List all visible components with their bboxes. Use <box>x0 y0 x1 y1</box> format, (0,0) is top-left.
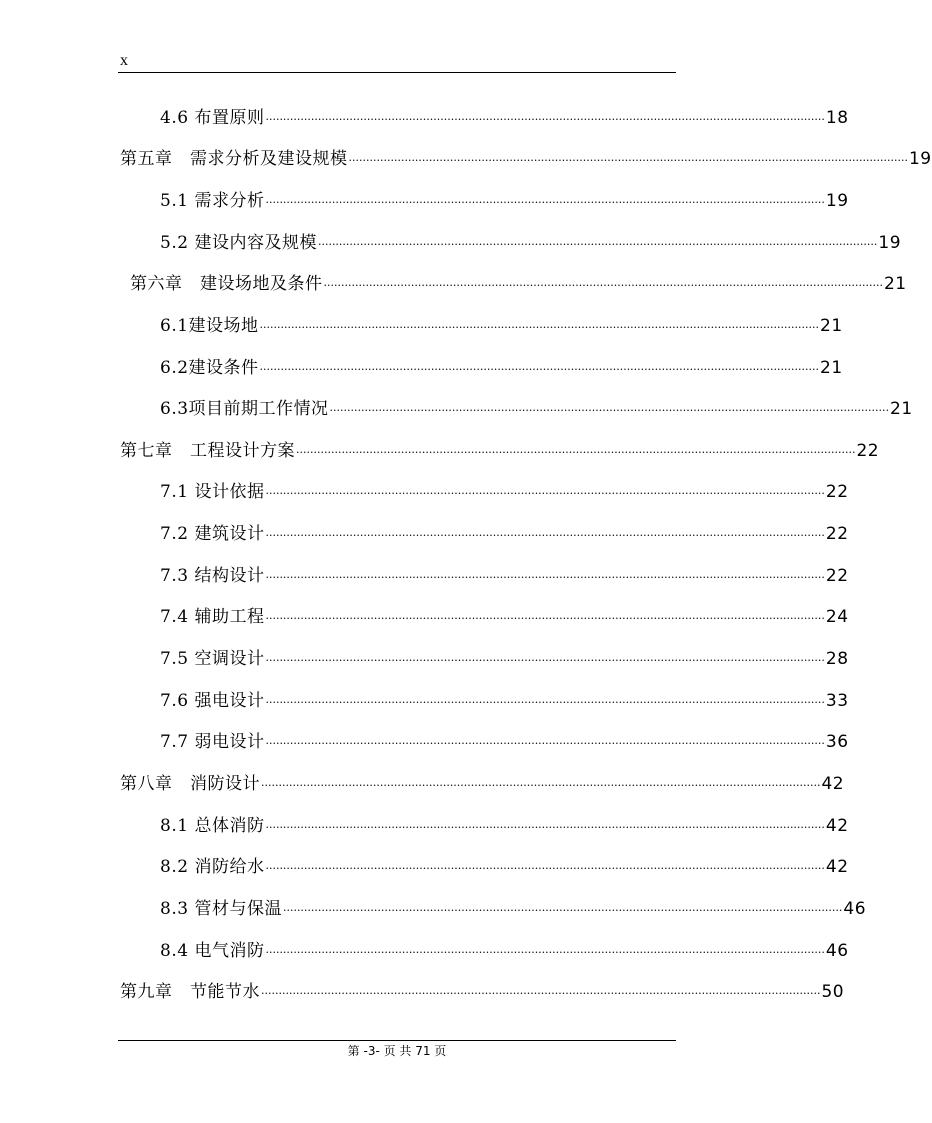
toc-entry <box>160 606 849 630</box>
toc-entry <box>160 481 849 505</box>
toc-entry-page-number: 21 <box>883 274 907 294</box>
toc-entry-number: 第五章 <box>120 149 173 169</box>
toc-dot-leader: ································································································································································ <box>265 571 825 584</box>
toc-dot-leader: ································································································································································ <box>265 946 825 959</box>
toc-dot-leader: ································································································································································ <box>348 154 908 167</box>
toc-entry-page-number: 18 <box>825 108 849 128</box>
toc-entry-title: 空调设计 <box>194 649 265 669</box>
toc-entry-number: 第七章 <box>120 441 173 461</box>
toc-dot-leader: ································································································································································ <box>259 363 819 376</box>
toc-entry-title: 需求分析及建设规模 <box>190 149 348 169</box>
toc-entry-title: 布置原则 <box>194 108 265 128</box>
toc-entry-title: 工程设计方案 <box>190 441 295 461</box>
toc-entry <box>130 273 907 297</box>
toc-entry-page-number: 22 <box>825 566 849 586</box>
toc-dot-leader: ································································································································································ <box>282 904 843 917</box>
toc-dot-leader: ································································································································································ <box>323 279 883 292</box>
toc-entry-number: 第九章 <box>120 982 173 1002</box>
toc-entry-page-number: 22 <box>856 441 880 461</box>
toc-entry-separator <box>183 273 201 295</box>
toc-dot-leader: ································································································································································ <box>265 821 825 834</box>
toc-entry <box>160 190 849 214</box>
toc-entry-page-number: 33 <box>825 691 849 711</box>
toc-entry-title: 需求分析 <box>194 191 265 211</box>
toc-dot-leader: ································································································································································ <box>265 862 825 875</box>
toc-entry-title: 弱电设计 <box>194 732 265 752</box>
toc-entry <box>160 232 902 256</box>
toc-dot-leader: ································································································································································ <box>317 238 878 251</box>
toc-entry-number: 7.2 <box>160 524 189 544</box>
toc-entry-title: 建设条件 <box>188 358 259 378</box>
toc-entry-separator <box>173 148 191 170</box>
toc-entry <box>160 648 849 672</box>
toc-entry-title: 消防给水 <box>194 857 265 877</box>
toc-entry <box>160 940 849 964</box>
toc-entry <box>160 315 843 339</box>
toc-entry-title: 设计依据 <box>194 482 265 502</box>
toc-entry-page-number: 21 <box>820 316 843 336</box>
toc-entry-page-number: 42 <box>825 857 849 877</box>
toc-entry <box>160 357 843 381</box>
toc-entry <box>120 440 880 464</box>
toc-dot-leader: ································································································································································ <box>265 196 825 209</box>
toc-entry-page-number: 36 <box>825 732 849 752</box>
toc-entry-number: 5.1 <box>160 191 189 211</box>
toc-entry-page-number: 22 <box>825 524 849 544</box>
toc-entry-title: 建设内容及规模 <box>194 233 317 253</box>
toc-entry <box>160 815 849 839</box>
toc-entry-number: 7.7 <box>160 732 189 752</box>
toc-entry-number: 6.2 <box>160 358 189 378</box>
toc-entry-number: 5.2 <box>160 233 189 253</box>
footer-rule <box>118 1040 676 1041</box>
toc-entry-title: 消防设计 <box>190 774 260 794</box>
toc-entry-title: 项目前期工作情况 <box>188 399 329 419</box>
toc-dot-leader: ································································································································································ <box>296 446 856 459</box>
toc-entry-number: 4.6 <box>160 108 189 128</box>
toc-entry-number: 第六章 <box>130 274 183 294</box>
toc-entry-title: 建筑设计 <box>194 524 265 544</box>
toc-entry-number: 8.2 <box>160 857 189 877</box>
toc-entry-page-number: 22 <box>825 482 849 502</box>
toc-entry <box>160 523 849 547</box>
header-text: x <box>120 52 128 69</box>
toc-dot-leader: ································································································································································ <box>259 321 819 334</box>
toc-entry-page-number: 28 <box>825 649 849 669</box>
toc-dot-leader: ································································································································································ <box>265 113 825 126</box>
toc-entry-title: 结构设计 <box>194 566 265 586</box>
toc-dot-leader: ································································································································································ <box>265 529 825 542</box>
toc-entry-number: 7.5 <box>160 649 189 669</box>
toc-dot-leader: ································································································································································ <box>265 654 825 667</box>
toc-entry <box>160 731 849 755</box>
toc-entry-number: 8.4 <box>160 941 189 961</box>
toc-entry-page-number: 46 <box>843 899 867 919</box>
toc-entry-number: 7.4 <box>160 607 189 627</box>
toc-entry-page-number: 19 <box>908 149 932 169</box>
toc-dot-leader: ································································································································································ <box>265 737 825 750</box>
toc-entry-page-number: 50 <box>821 982 845 1002</box>
toc-entry-title: 节能节水 <box>190 982 260 1002</box>
toc-entry-title: 辅助工程 <box>194 607 265 627</box>
toc-entry-title: 建设场地及条件 <box>200 274 323 294</box>
toc-entry <box>120 773 845 797</box>
toc-dot-leader: ································································································································································ <box>261 779 821 792</box>
toc-entry-title: 电气消防 <box>194 941 265 961</box>
toc-entry-number: 8.1 <box>160 816 189 836</box>
header-rule <box>118 72 676 73</box>
toc-entry-title: 建设场地 <box>188 316 259 336</box>
toc-entry <box>120 981 845 1005</box>
toc-entry-separator <box>173 440 191 462</box>
toc-dot-leader: ································································································································································ <box>329 404 889 417</box>
toc-entry-number: 8.3 <box>160 899 189 919</box>
toc-dot-leader: ································································································································································ <box>261 987 821 1000</box>
toc-entry-number: 7.1 <box>160 482 189 502</box>
toc-entry-page-number: 21 <box>890 399 913 419</box>
toc-entry-page-number: 24 <box>825 607 849 627</box>
toc-entry-page-number: 42 <box>821 774 845 794</box>
toc-entry-number: 7.3 <box>160 566 189 586</box>
toc-entry <box>160 856 849 880</box>
toc-entry-separator <box>173 981 191 1003</box>
toc-entry <box>160 565 849 589</box>
toc-entry-number: 第八章 <box>120 774 173 794</box>
toc-entry-title: 总体消防 <box>194 816 265 836</box>
toc-entry-page-number: 42 <box>825 816 849 836</box>
toc-entry-page-number: 19 <box>878 233 902 253</box>
toc-entry-number: 6.3 <box>160 399 189 419</box>
toc-entry <box>120 148 932 172</box>
toc-entry <box>160 898 867 922</box>
page-number-footer: 第 -3- 页 共 71 页 <box>347 1044 447 1058</box>
toc-entry <box>160 690 849 714</box>
toc-entry-page-number: 46 <box>825 941 849 961</box>
toc-entry-number: 6.1 <box>160 316 189 336</box>
toc-entry-page-number: 21 <box>820 358 843 378</box>
toc-dot-leader: ································································································································································ <box>265 612 825 625</box>
toc-entry-title: 强电设计 <box>194 691 265 711</box>
toc-entry-page-number: 19 <box>825 191 849 211</box>
toc-dot-leader: ································································································································································ <box>265 487 825 500</box>
toc-dot-leader: ································································································································································ <box>265 696 825 709</box>
toc-entry-title: 管材与保温 <box>194 899 282 919</box>
toc-entry-separator <box>173 773 191 795</box>
toc-entry-number: 7.6 <box>160 691 189 711</box>
toc-entry <box>160 398 913 422</box>
toc-entry <box>160 107 849 131</box>
